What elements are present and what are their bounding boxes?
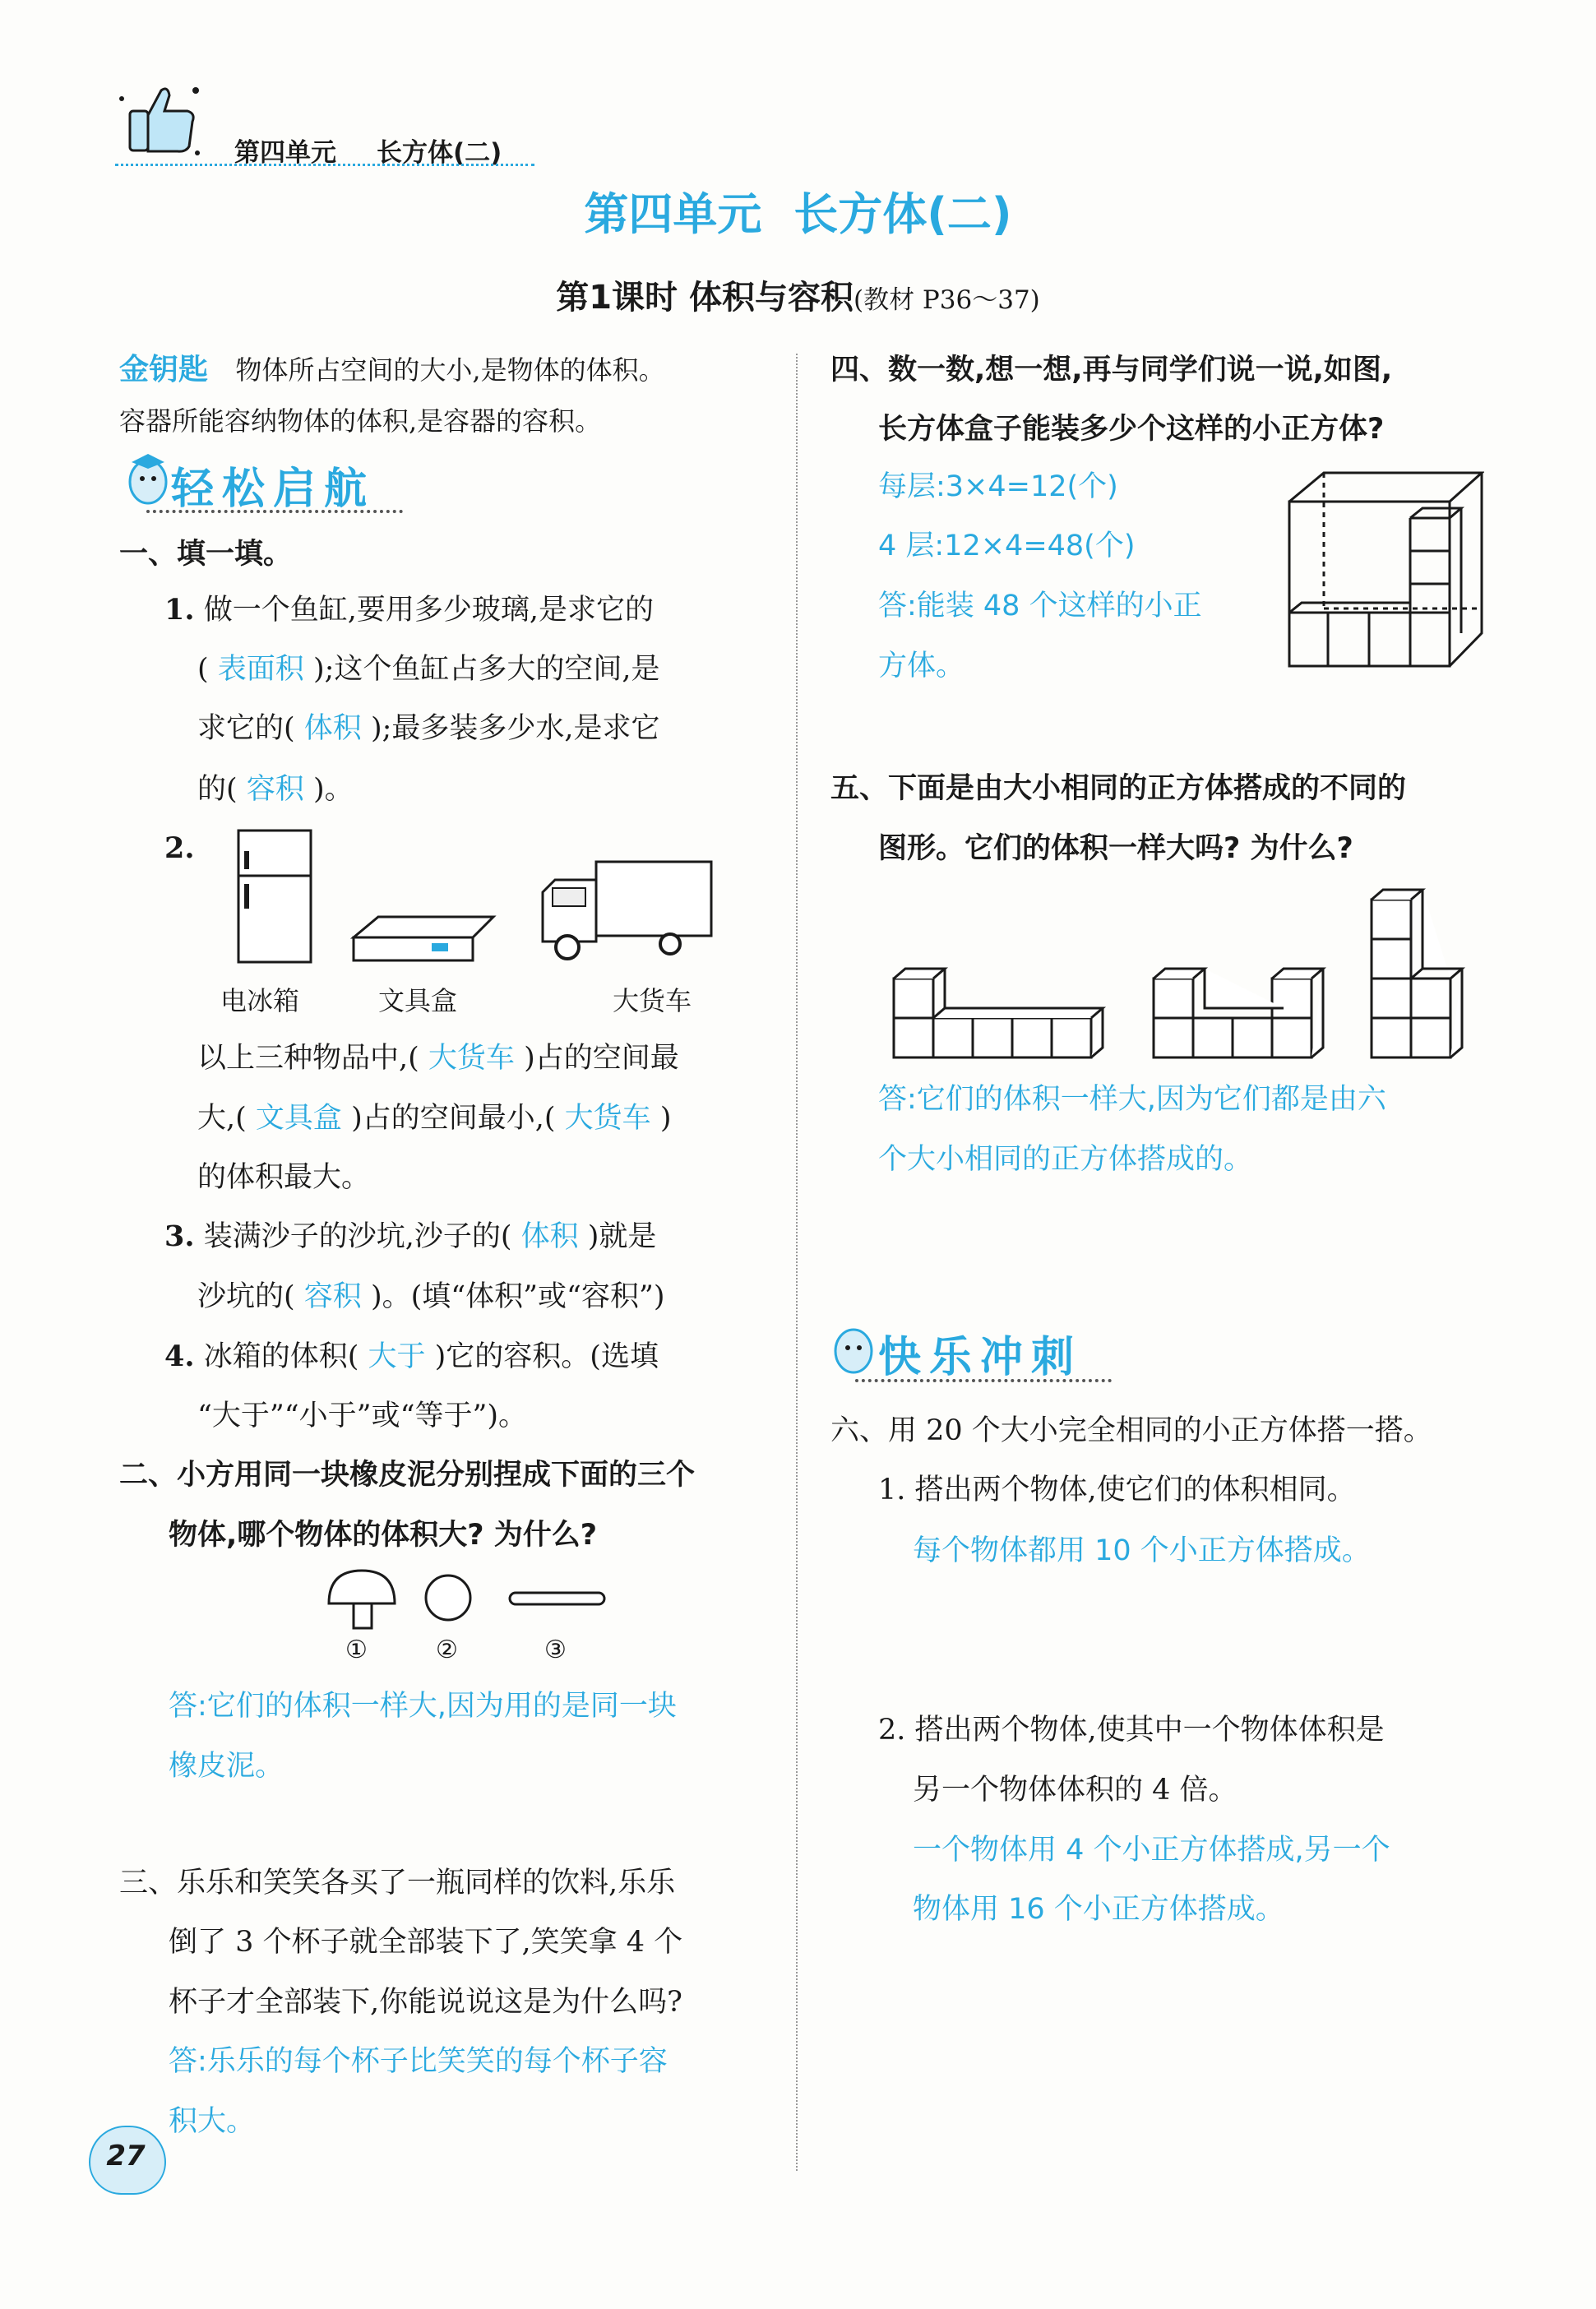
item-number: 4. [164, 1340, 195, 1373]
q2-line-1: 二、小方用同一块橡皮泥分别捏成下面的三个 [119, 1459, 696, 1492]
text: )就是 [587, 1220, 657, 1253]
rod-shape [510, 1593, 604, 1604]
q5-line-2: 图形。它们的体积一样大吗? 为什么? [878, 832, 1353, 865]
mascot-icon [125, 451, 171, 508]
q4-line-2: 长方体盒子能装多少个这样的小正方体? [878, 413, 1385, 446]
answer: 文具盒 [255, 1102, 342, 1135]
q3-line-2: 倒了 3 个杯子就全部装下了,笑笑拿 4 个 [169, 1926, 683, 1959]
cube-figure-3 [1372, 890, 1462, 1057]
cube-figure-2 [1154, 969, 1323, 1057]
q3-line-1: 三、乐乐和笑笑各买了一瓶同样的饮料,乐乐 [119, 1867, 676, 1899]
cube-figure-1 [894, 969, 1103, 1057]
text: )。(填“体积”或“容积”) [370, 1280, 665, 1313]
text: 装满沙子的沙坑,沙子的( [203, 1220, 512, 1253]
q4-answer-1: 每层:3×4=12(个) [878, 470, 1118, 503]
q5-answer-1: 答:它们的体积一样大,因为它们都是由六 [878, 1083, 1386, 1116]
q1-4-line-1 [164, 1339, 659, 1375]
q2-line-2: 物体,哪个物体的体积大? 为什么? [169, 1519, 598, 1552]
key-text-1: 物体所占空间的大小,是物体的体积。 [235, 354, 665, 386]
text: )占的空间最 [524, 1042, 679, 1075]
answer: 大货车 [564, 1102, 651, 1135]
text: ( [197, 653, 209, 686]
item-number: 3. [164, 1219, 195, 1253]
answer: 大货车 [428, 1042, 515, 1075]
lesson-title [0, 271, 1596, 318]
header-rule [115, 164, 534, 166]
q6-2-answer-1: 一个物体用 4 个小正方体搭成,另一个 [913, 1834, 1390, 1867]
q3-line-3: 杯子才全部装下,你能说说这是为什么吗? [169, 1986, 682, 2019]
q4-answer-2: 4 层:12×4=48(个) [878, 530, 1136, 562]
text: 求它的( [197, 712, 295, 745]
text: 的( [197, 773, 238, 806]
q6-1: 1. 搭出两个物体,使它们的体积相同。 [878, 1474, 1356, 1506]
q4-answer-3: 答:能装 48 个这样的小正 [878, 590, 1202, 622]
q6-2-line-2: 另一个物体体积的 4 倍。 [913, 1774, 1237, 1807]
q1-4-line-2: “大于”“小于”或“等于”)。 [197, 1400, 528, 1432]
shape-label-2: ② [436, 1636, 458, 1664]
section-underline [146, 510, 403, 513]
text: ) [659, 1102, 672, 1135]
q1-2-line-1 [197, 1040, 679, 1076]
q5-line-1: 五、下面是由大小相同的正方体搭成的不同的 [830, 772, 1407, 805]
shape-label-1: ① [345, 1636, 368, 1664]
text: )它的容积。(选填 [434, 1340, 659, 1373]
key-line-2: 容器所能容纳物体的体积,是容器的容积。 [119, 405, 602, 437]
q1-2-line-2 [197, 1100, 671, 1136]
truck-icon [534, 855, 715, 966]
q1-title: 一、填一填。 [119, 538, 293, 571]
page-number: 27 [106, 2140, 146, 2172]
q2-answer-2: 橡皮泥。 [169, 1750, 285, 1783]
caption-pencil-box: 文具盒 [378, 985, 458, 1016]
text: );这个鱼缸占多大的空间,是 [312, 653, 660, 686]
shape-label-3: ③ [544, 1636, 567, 1664]
q1-1-line-4 [197, 771, 354, 807]
mushroom-shape [329, 1571, 395, 1603]
q1-1-line-2 [197, 651, 660, 687]
q4-answer-4: 方体。 [878, 650, 965, 683]
q3-answer-1: 答:乐乐的每个杯子比笑笑的每个杯子容 [169, 2045, 668, 2078]
item-number: 1. [164, 593, 195, 627]
q1-1-line-1 [164, 592, 654, 628]
q5-answer-2: 个大小相同的正方体搭成的。 [878, 1143, 1253, 1176]
q1-3-line-1 [164, 1219, 656, 1255]
box-with-cubes-figure [1287, 469, 1484, 670]
answer: 表面积 [217, 653, 304, 686]
page-title: 第四单元 长方体(二) [584, 188, 1012, 240]
ball-shape [426, 1576, 470, 1620]
lesson-name: 第1课时 体积与容积 [556, 279, 854, 317]
answer: 体积 [303, 712, 362, 745]
q1-2-number: 2. [164, 831, 195, 865]
text: 以上三种物品中,( [197, 1042, 419, 1075]
q3-answer-2: 积大。 [169, 2105, 256, 2138]
section-underline [855, 1379, 1112, 1382]
section-title-easy: 轻松启航 [171, 465, 376, 514]
textbook-ref: (教材 P36～37) [853, 285, 1040, 315]
cube-figures [892, 888, 1468, 1061]
text: 做一个鱼缸,要用多少玻璃,是求它的 [203, 594, 654, 627]
text: 沙坑的( [197, 1280, 295, 1313]
pencil-box-icon [349, 909, 497, 966]
key-line-1 [119, 352, 665, 388]
q1-2-line-3: 的体积最大。 [197, 1161, 371, 1194]
text: 大,( [197, 1102, 247, 1135]
text: 冰箱的体积( [203, 1340, 359, 1373]
caption-truck: 大货车 [613, 985, 692, 1016]
answer: 大于 [368, 1340, 426, 1373]
key-label: 金钥匙 [119, 353, 209, 386]
q2-answer-1: 答:它们的体积一样大,因为用的是同一块 [169, 1690, 677, 1723]
header-topic: 长方体(二) [377, 138, 502, 168]
q6-2-answer-2: 物体用 16 个小正方体搭成。 [913, 1893, 1284, 1926]
caption-refrigerator: 电冰箱 [220, 985, 300, 1016]
column-divider [796, 354, 798, 2171]
q6-1-answer: 每个物体都用 10 个小正方体搭成。 [913, 1534, 1371, 1567]
refrigerator-icon [234, 826, 317, 966]
mascot-icon [830, 1320, 877, 1377]
answer: 体积 [520, 1220, 579, 1253]
q6-2-line-1: 2. 搭出两个物体,使其中一个物体体积是 [878, 1714, 1385, 1747]
text: );最多装多少水,是求它 [370, 712, 660, 745]
section-title-sprint: 快乐冲刺 [878, 1333, 1083, 1382]
q6-title: 六、用 20 个大小完全相同的小正方体搭一搭。 [830, 1414, 1432, 1447]
answer: 容积 [303, 1280, 362, 1313]
q1-3-line-2 [197, 1279, 665, 1315]
q4-line-1: 四、数一数,想一想,再与同学们说一说,如图, [830, 354, 1393, 386]
header-unit: 第四单元 [234, 138, 336, 168]
text: )。 [312, 773, 354, 806]
q1-1-line-3 [197, 710, 660, 747]
thumbs-up-icon [105, 74, 204, 164]
answer: 容积 [246, 773, 304, 806]
text: )占的空间最小,( [351, 1102, 556, 1135]
